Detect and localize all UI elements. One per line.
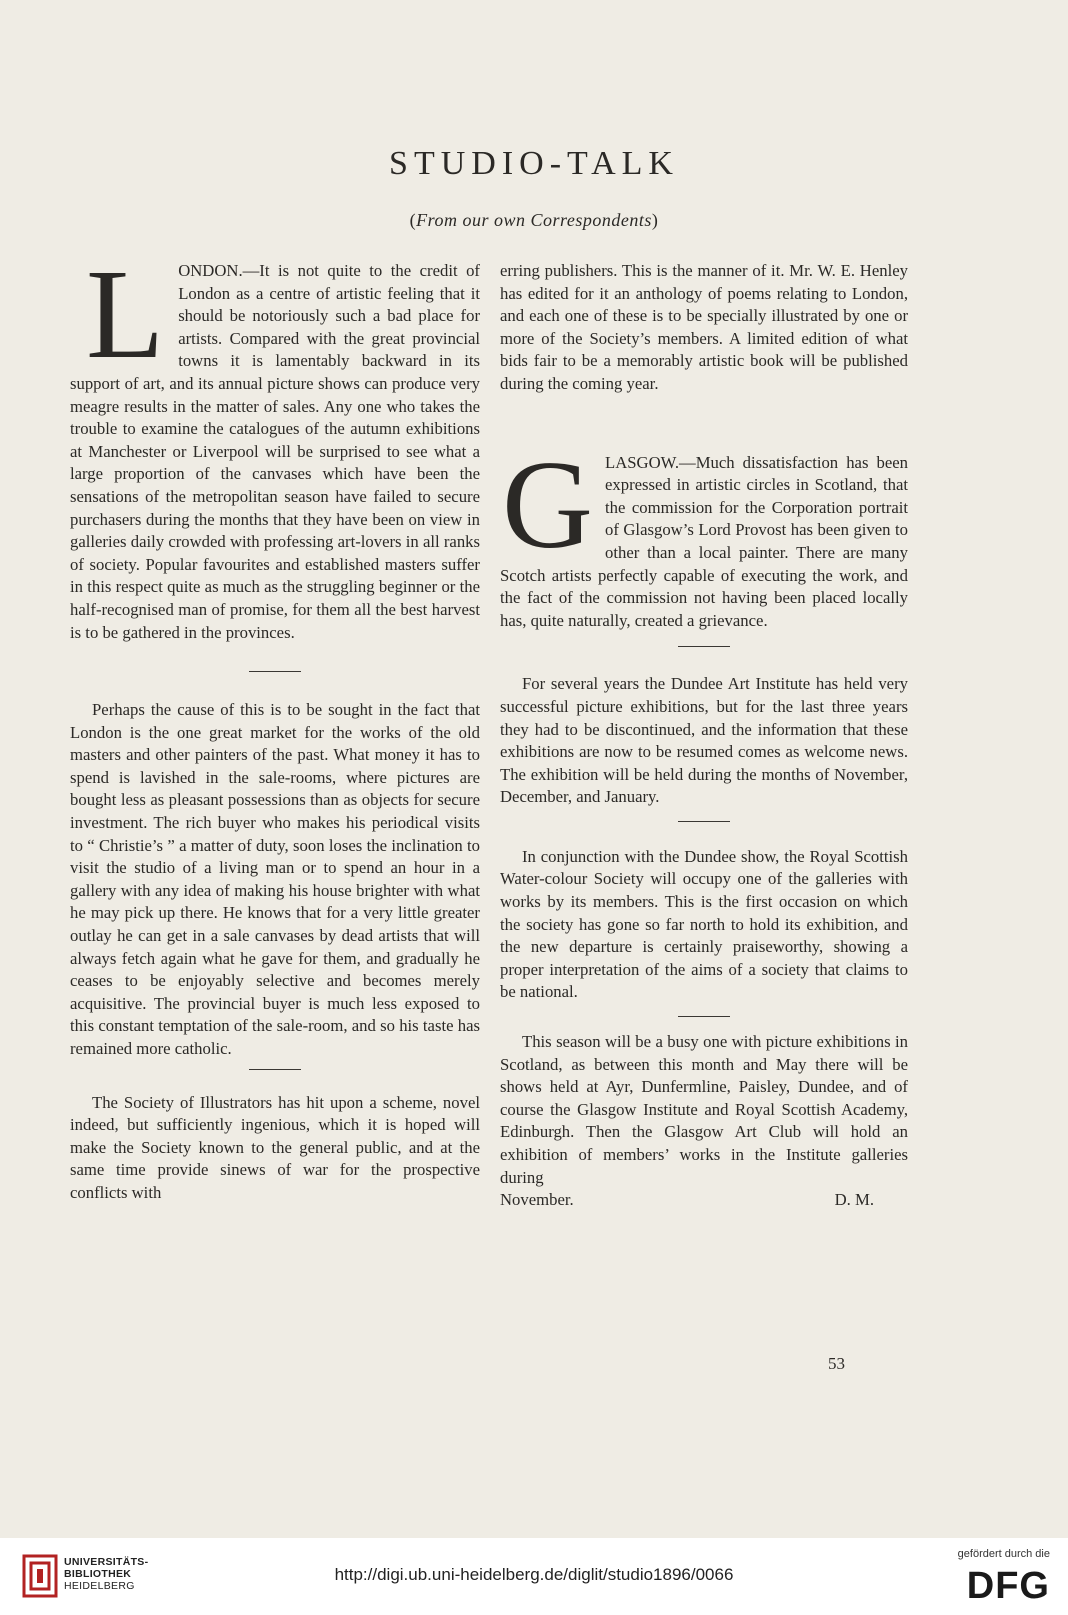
subtitle-italic: From our own Correspondents xyxy=(416,210,652,230)
signature: D. M. xyxy=(834,1190,874,1210)
conjunction-paragraph: In conjunction with the Dundee show, the Royal Scottish Water-colour Society will occupy one of the galleries with works by its members. This is the first occasion on which the society has gone so far north to hold its exhibition, and the new departure is certainly praiseworthy, showing a proper interpretation of the aims of a society that claims to be national. xyxy=(500,846,908,1002)
london-paragraph: LONDON.—It is not quite to the credit of London as a centre of artistic feeling that it should be notoriously such a bad place for artists. Compared with the great provincial towns it is lamentably backward in its support of art, and its annual picture shows can produce very meagre results in the matter of sales. Any one who takes the trouble to examine the catalogues of the autumn exhibitions at Manchester or Liverpool will be surprised to see what a large proportion of the canvases which have been the sensations of the metropolitan season have failed to secure purchasers during the months that they have been on view in galleries daily crowded with professing art-lovers in all ranks of society. Popular favourites and established masters suffer in this respect quite as much as the struggling beginner or the half-recognised man of promise, for them all the best harvest is to be gathered in the provinces. xyxy=(70,243,480,642)
page-title: STUDIO-TALK xyxy=(389,145,679,182)
dfg-logo: DFG xyxy=(966,1565,1050,1607)
dundee-paragraph: For several years the Dundee Art Institute has held very successful picture exhibitions, but for the last three years they had to be discontinued, and the information that these exhibitions are now to be resumed comes as welcome news. The exhibition will be held during the months of November, December, and January. xyxy=(500,674,908,807)
source-url-link[interactable]: http://digi.ub.uni-heidelberg.de/diglit/studio1896/0066 xyxy=(334,1565,734,1584)
dropcap-g: G xyxy=(502,435,593,575)
sponsor-caption: gefördert durch die xyxy=(957,1548,1050,1560)
society-paragraph: The Society of Illustrators has hit upon a scheme, novel indeed, but sufficiently ingenious, which it is hoped will make the Society known to the general public, and at the same time provide sinews of war for the prospective conflicts with xyxy=(70,1092,480,1202)
dropcap-l: L xyxy=(86,243,165,385)
left-column xyxy=(70,243,480,1205)
season-paragraph: This season will be a busy one with picture exhibitions in Scotland, as between this month and May there will be shows held at Ayr, Dunfermline, Paisley, Dundee, and of course the Glasgow Institute and Royal Scottish Academy, Edinburgh. Then the Glasgow Art Club will hold an exhibition of members’ works in the Institute galleries during xyxy=(500,1032,908,1187)
page-subtitle: (From our own Correspondents) xyxy=(409,210,659,230)
footer-bar xyxy=(0,1538,1068,1615)
glasgow-paragraph: GLASGOW.—Much dissatisfaction has been expressed in artistic circles in Scotland, that the commission for the Corporation portrait of Glasgow’s Lord Provost has been given to other than a local painter. There are many Scotch artists perfectly capable of executing the work, and the fact of the commission not having been placed locally has, quite naturally, created a grievance. xyxy=(500,435,908,630)
season-closing-line xyxy=(500,1189,908,1212)
right-column xyxy=(500,260,908,1212)
season-last-word: November. xyxy=(500,1190,574,1210)
erring-paragraph: erring publishers. This is the manner of it. Mr. W. E. Henley has edited for it an anthology of poems relating to London, and each one of these is to be specially illustrated by one or more of the Society’s members. A limited edition of what bids fair to be a memorably artistic book will be published during the coming year. xyxy=(500,261,908,393)
page-number: 53 xyxy=(828,1354,845,1373)
library-name: UNIVERSITÄTS- BIBLIOTHEK HEIDELBERG xyxy=(64,1556,149,1592)
perhaps-paragraph: Perhaps the cause of this is to be sought in the fact that London is the one great market for the works of the old masters and other painters of the past. What money it has to spend is lavished in the sale-rooms, where pictures are bought less as pleasant possessions than as objects for secure investment. The rich buyer who makes his periodical visits to “ Christie’s ” a matter of duty, soon loses the inclination to visit the studio of a living man or to spend an hour in a gallery with any idea of making his house brighter with what he may pick up there. He knows that for a very little greater outlay he can get in a sale canvases by dead artists that will always fetch again what he gave for them, and gradually he ceases to be enjoyably selective and becomes merely acquisitive. The provincial buyer is much less exposed to this constant temptation of the sale-room, and so his taste has remained more catholic. xyxy=(70,700,480,1058)
